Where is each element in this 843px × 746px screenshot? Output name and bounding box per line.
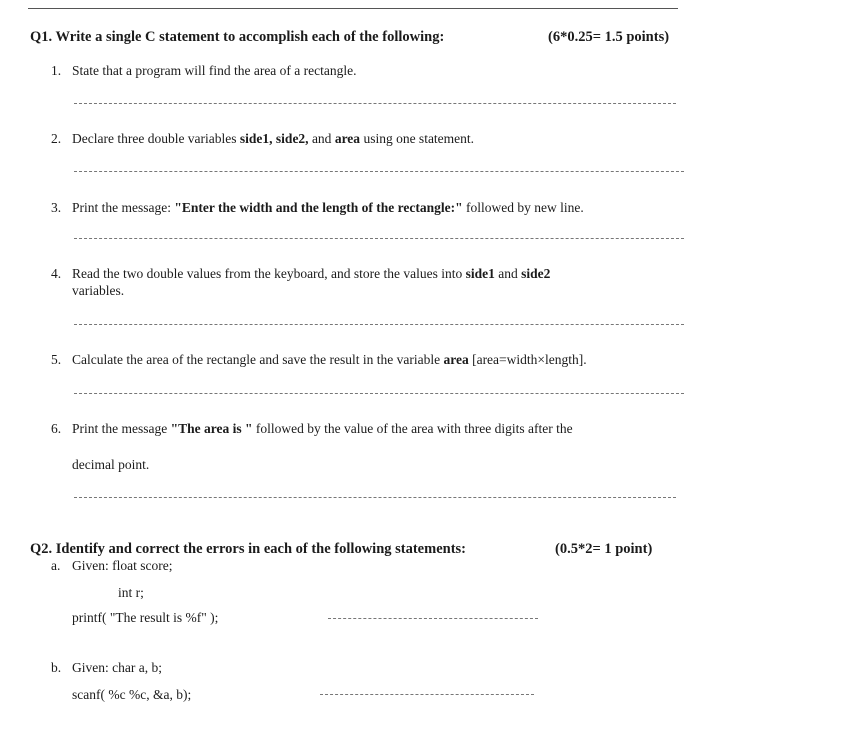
q1-item-5-number: 5.	[51, 352, 62, 367]
q2-b-given: Given: char a, b;	[72, 660, 162, 675]
q1-item-6-number: 6.	[51, 421, 62, 436]
q2-a-line3: printf( "The result is %f" );	[72, 610, 219, 625]
q2-a-line2: int r;	[118, 585, 144, 600]
top-rule	[28, 8, 678, 9]
q1-item-6-answer-line[interactable]	[74, 497, 676, 498]
q1-item-1-text: State that a program will find the area of a rectangle.	[72, 63, 357, 78]
q1-item-4-number: 4.	[51, 266, 62, 281]
q2-a-label: a.	[51, 558, 61, 573]
q1-item-4-answer-line[interactable]	[74, 324, 684, 325]
q1-item-3-number: 3.	[51, 200, 62, 215]
q1-title: Q1. Write a single C statement to accomplish each of the following:	[30, 29, 445, 45]
q1-item-2-answer-line[interactable]	[74, 171, 684, 172]
q1-item-2-number: 2.	[51, 131, 62, 146]
q2-points: (0.5*2= 1 point)	[555, 541, 653, 557]
q1-item-3-text: Print the message: "Enter the width and the length of the rectangle:" followed by new line.	[72, 200, 584, 215]
q1-item-3-answer-line[interactable]	[74, 238, 684, 239]
q2-a-answer-line[interactable]	[328, 618, 538, 619]
q1-item-5-text: Calculate the area of the rectangle and save the result in the variable area [area=width×length].	[72, 352, 587, 367]
q1-item-1-answer-line[interactable]	[74, 103, 676, 104]
q1-item-6-text-line2: decimal point.	[72, 457, 150, 472]
q1-item-6-text: Print the message "The area is " followed by the value of the area with three digits after the	[72, 421, 573, 436]
q2-a-given: Given: float score;	[72, 558, 173, 573]
q1-item-2-text: Declare three double variables side1, side2, and area using one statement.	[72, 131, 475, 146]
q2-title: Q2. Identify and correct the errors in each of the following statements:	[30, 541, 466, 557]
q1-item-4-text-line2: variables.	[72, 283, 125, 298]
q1-item-1-number: 1.	[51, 63, 62, 78]
q1-item-5-answer-line[interactable]	[74, 393, 684, 394]
q2-b-answer-line[interactable]	[320, 694, 534, 695]
q2-b-label: b.	[51, 660, 62, 675]
q1-item-4-text: Read the two double values from the keyboard, and store the values into side1 and side2	[72, 266, 551, 281]
q1-points: (6*0.25= 1.5 points)	[548, 29, 670, 45]
q2-b-line2: scanf( %c %c, &a, b);	[72, 687, 192, 702]
